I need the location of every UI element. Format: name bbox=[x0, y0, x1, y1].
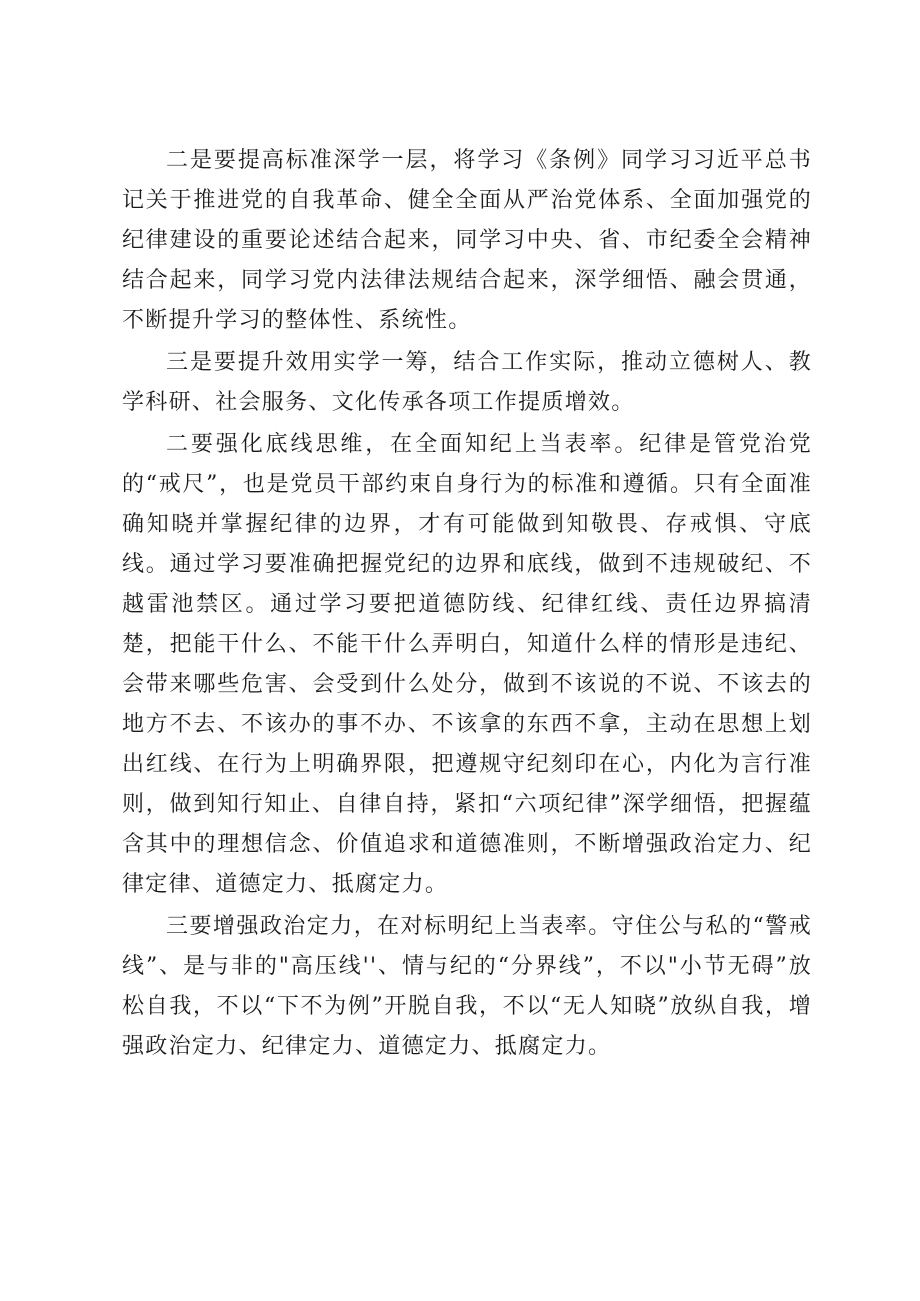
document-body bbox=[122, 141, 812, 1069]
paragraph-political-resolve: 三要增强政治定力，在对标明纪上当表率。守住公与私的“警戒线”、是与非的"高压线''、情与纪的“分界线”，不以"小节无碍”放松自我，不以“下不为例”开脱自我，不以“无人知晓”放纵自我，增强政治定力、纪律定力、道德定力、抵腐定力。 bbox=[122, 914, 812, 1059]
paragraph-bottom-line-thinking: 二要强化底线思维，在全面知纪上当表率。纪律是管党治党的“戒尺”，也是党员干部约束自身行为的标准和遵循。只有全面准确知晓并掌握纪律的边界，才有可能做到知敬畏、存戒惧、守底线。通过学习要准确把握党纪的边界和底线，做到不违规破纪、不越雷池禁区。通过学习要把道德防线、纪律红线、责任边界搞清楚，把能干什么、不能干什么弄明白，知道什么样的情形是违纪、会带来哪些危害、会受到什么处分，做到不该说的不说、不该去的地方不去、不该办的事不办、不该拿的东西不拿，主动在思想上划出红线、在行为上明确界限，把遵规守纪刻印在心，内化为言行准则，做到知行知止、自律自持，紧扣“六项纪律”深学细悟，把握蕴含其中的理想信念、价值追求和道德准则，不断增强政治定力、纪律定律、道德定力、抵腐定力。 bbox=[122, 432, 812, 897]
paragraph-study-standards: 二是要提高标准深学一层，将学习《条例》同学习习近平总书记关于推进党的自我革命、健全全面从严治党体系、全面加强党的纪律建设的重要论述结合起来，同学习中央、省、市纪委全会精神结合起来，同学习党内法律法规结合起来，深学细悟、融会贯通，不断提升学习的整体性、系统性。 bbox=[122, 148, 812, 333]
paragraph-practical-effect: 三是要提升效用实学一筹，结合工作实际，推动立德树人、教学科研、社会服务、文化传承各项工作提质增效。 bbox=[122, 350, 812, 415]
